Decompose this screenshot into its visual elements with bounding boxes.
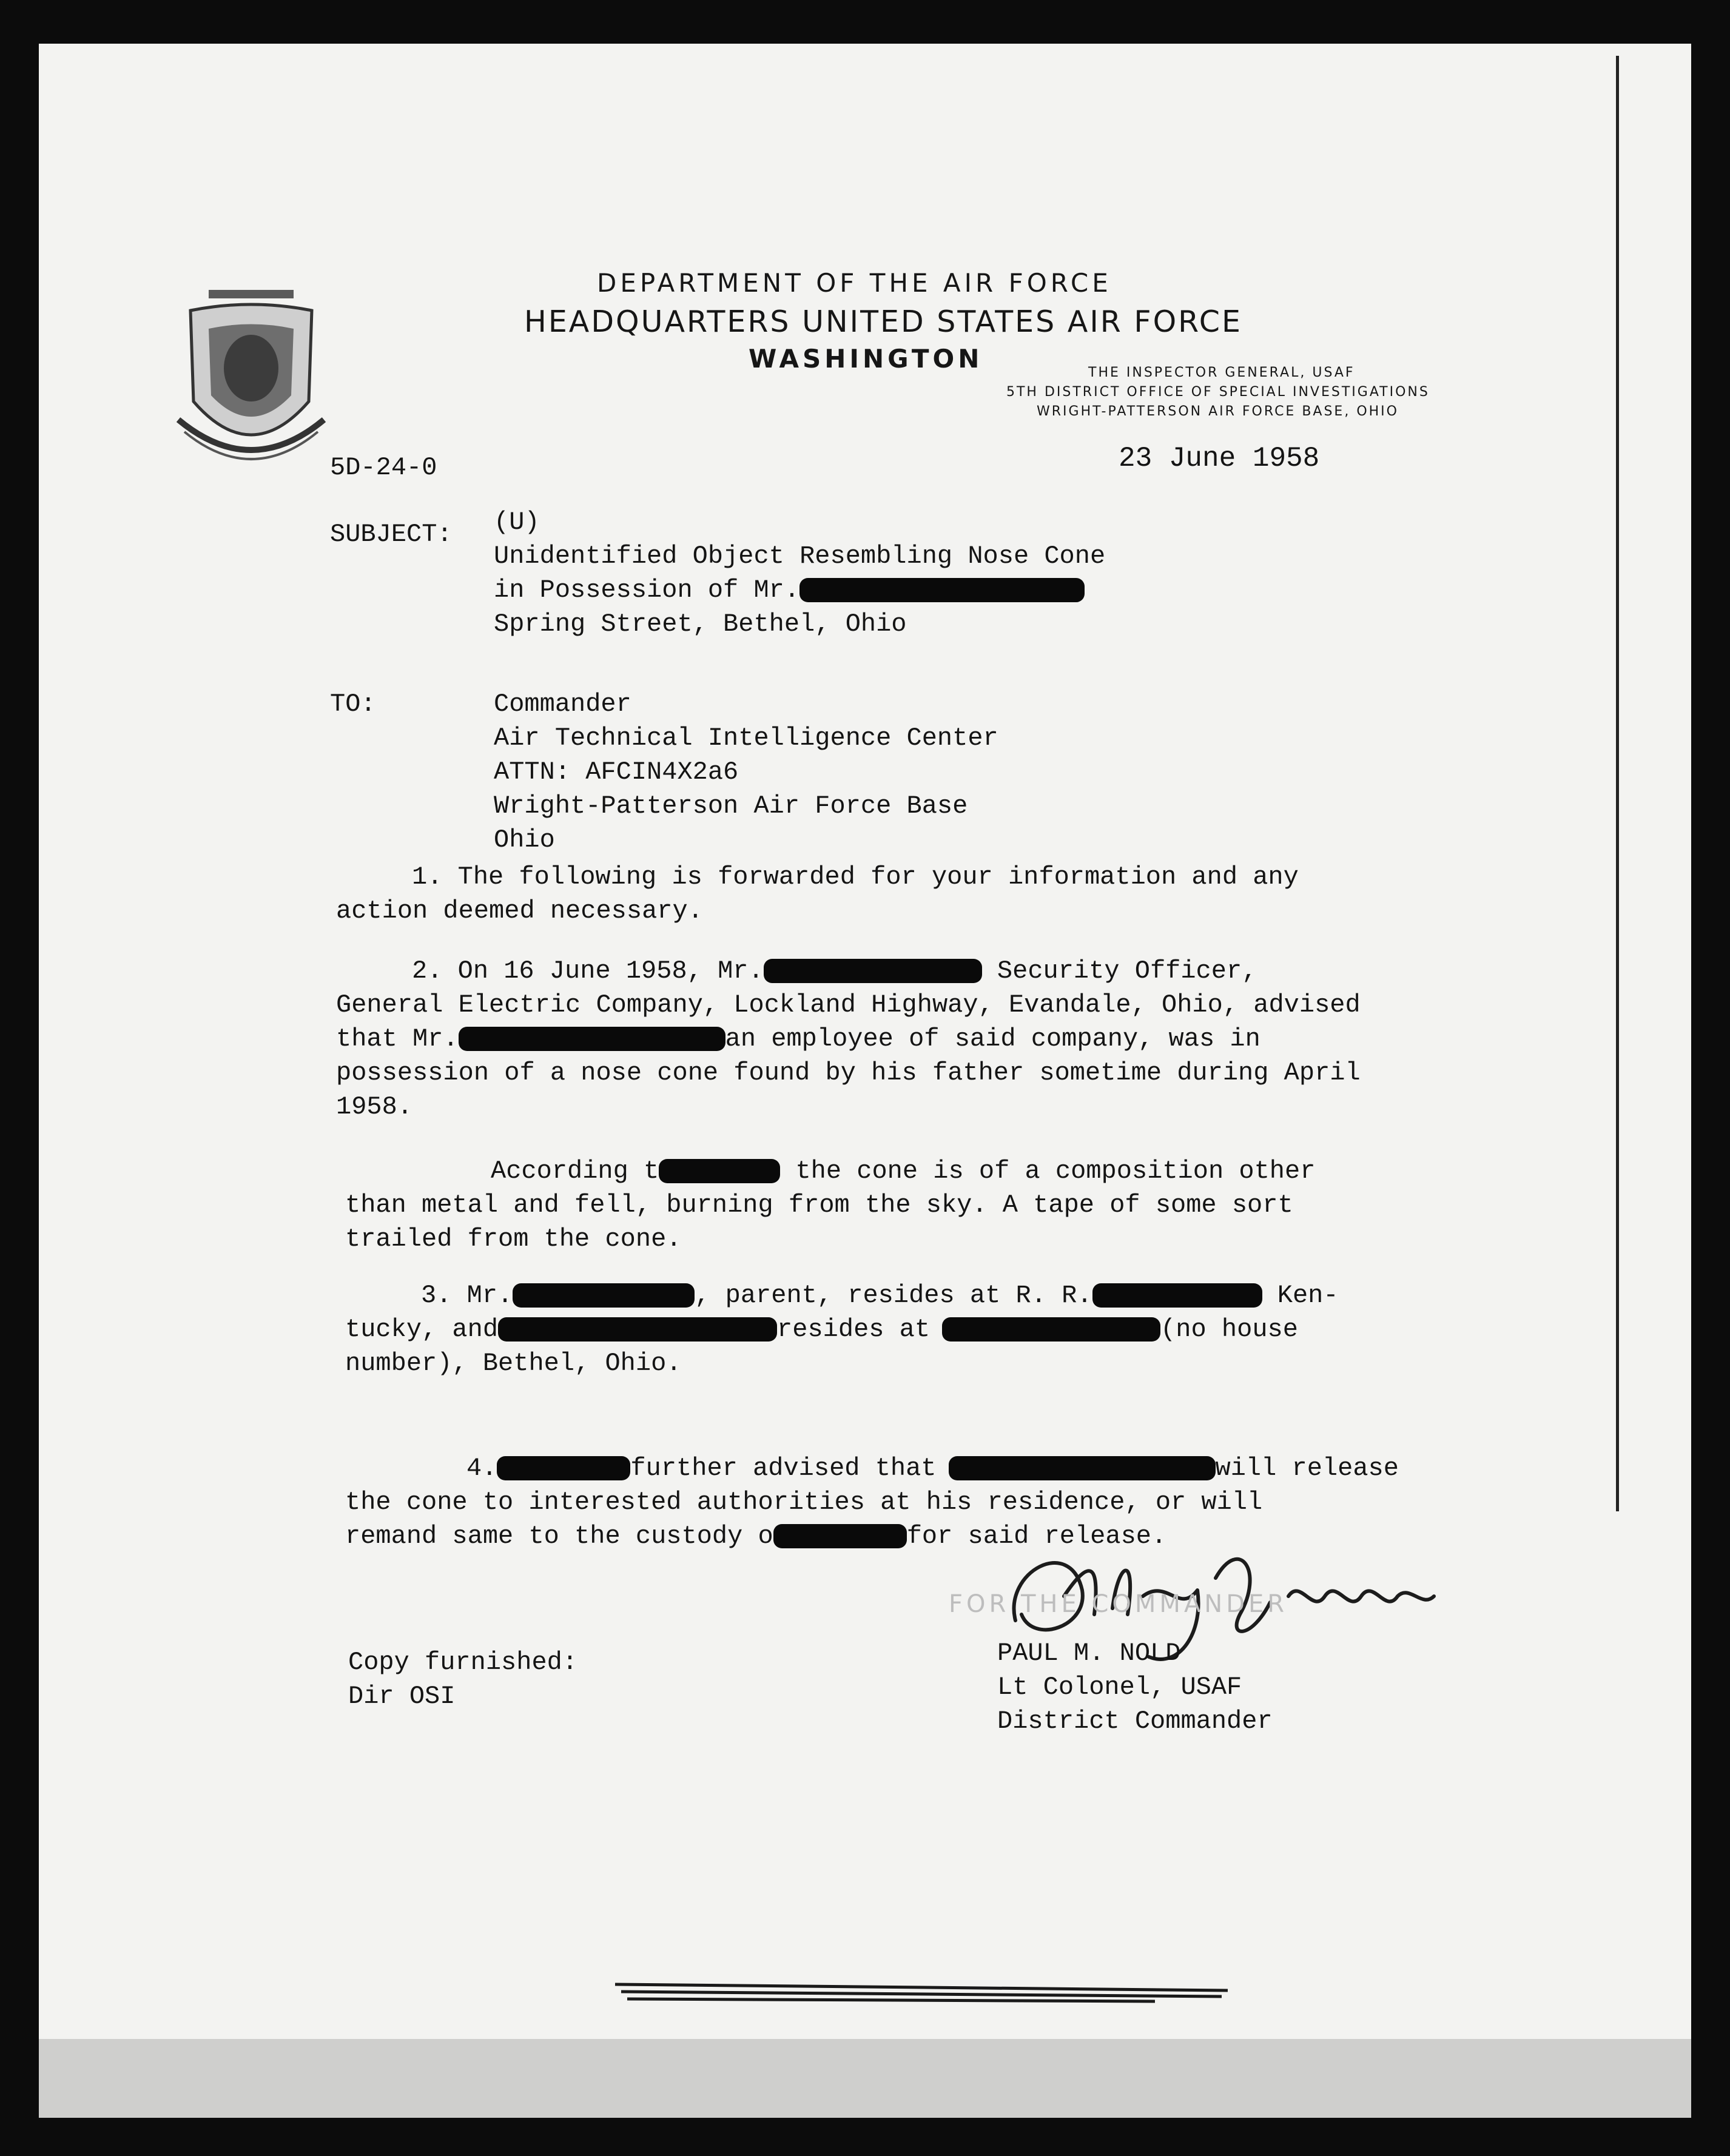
paragraph-3-line-2-end: (no house: [1160, 1315, 1298, 1344]
paragraph-2b-line-2: than metal and fell, burning from the sky. A tape of some sort: [345, 1191, 1293, 1220]
scan-bottom-band: [39, 2039, 1691, 2118]
paragraph-2b-line-3: trailed from the cone.: [345, 1224, 682, 1254]
paragraph-4-line-2: the cone to interested authorities at his residence, or will: [345, 1488, 1263, 1517]
paragraph-2b-line-1: [345, 1154, 1315, 1187]
paragraph-3-line-3: number), Bethel, Ohio.: [345, 1349, 682, 1378]
paragraph-4-line-3-start: remand same to the custody o: [345, 1522, 773, 1551]
redaction-bar: [513, 1283, 695, 1308]
redaction-bar: [773, 1524, 907, 1548]
paragraph-2-line-1-end: Security Officer,: [981, 956, 1257, 986]
subject-label: SUBJECT:: [330, 520, 453, 549]
redaction-bar: [764, 959, 982, 983]
paragraph-3-line-2-start: tucky, and: [345, 1315, 499, 1344]
letterhead-city: WASHINGTON: [749, 344, 983, 374]
document-date: 23 June 1958: [1119, 443, 1320, 474]
to-block: [494, 687, 998, 856]
paragraph-2-continued: [345, 1154, 1315, 1255]
paragraph-4-line-1: [345, 1451, 1399, 1485]
redaction-bar: [942, 1317, 1160, 1342]
paragraph-2: [336, 953, 1361, 1123]
subject-line-3: Spring Street, Bethel, Ohio: [494, 610, 907, 639]
to-line-4: Wright-Patterson Air Force Base: [494, 791, 968, 821]
paragraph-4-line-3-end: for said release.: [906, 1522, 1167, 1551]
letterhead-headquarters: HEADQUARTERS UNITED STATES AIR FORCE: [524, 304, 1242, 339]
paragraph-4-line-1-mid: further advised that: [630, 1454, 937, 1483]
strike-through-lines: [609, 1972, 1234, 2015]
copy-furnished-block: [348, 1645, 577, 1713]
subject-line-1: Unidentified Object Resembling Nose Cone: [494, 542, 1106, 571]
redaction-bar: [659, 1159, 780, 1183]
paragraph-4-line-1-start: 4.: [466, 1454, 497, 1483]
faint-stamp: FOR THE COMMANDER: [949, 1590, 1288, 1618]
signer-title: District Commander: [997, 1707, 1273, 1736]
paragraph-2-line-5: 1958.: [336, 1092, 413, 1121]
signer-rank: Lt Colonel, USAF: [997, 1673, 1242, 1702]
paragraph-3-line-1: [345, 1278, 1339, 1312]
paragraph-2-line-4: possession of a nose cone found by his father sometime during April: [336, 1058, 1361, 1087]
redaction-bar: [497, 1456, 630, 1480]
paragraph-3-line-2-mid: resides at: [777, 1315, 931, 1344]
file-number: 5D-24-0: [330, 453, 437, 482]
redaction-bar: [498, 1317, 777, 1342]
subject-block: [494, 505, 1282, 640]
copy-furnished-recipient: Dir OSI: [348, 1682, 456, 1711]
paragraph-3-line-1-start: 3. Mr.: [421, 1281, 513, 1310]
paragraph-1-line-2: action deemed necessary.: [336, 896, 703, 925]
to-line-3: ATTN: AFCIN4X2a6: [494, 757, 739, 787]
paragraph-2-line-1-start: 2. On 16 June 1958, Mr.: [412, 956, 764, 986]
redaction-bar: [949, 1456, 1216, 1480]
to-line-2: Air Technical Intelligence Center: [494, 724, 998, 753]
page-edge-line: [1616, 56, 1619, 1511]
paragraph-1-line-1: 1. The following is forwarded for your information and any: [412, 862, 1299, 892]
paragraph-2b-line-1-start: According t: [491, 1157, 659, 1186]
paragraph-2-line-3-end: an employee of said company, was in: [725, 1024, 1260, 1053]
redaction-bar: [799, 578, 1085, 602]
letterhead-department: DEPARTMENT OF THE AIR FORCE: [597, 268, 1112, 298]
copy-furnished-label: Copy furnished:: [348, 1648, 578, 1677]
signer-name: PAUL M. NOLD: [997, 1639, 1181, 1668]
air-force-seal-icon: [172, 286, 330, 486]
paragraph-3-line-2: [345, 1312, 1339, 1346]
subject-line-2-prefix: in Possession of Mr.: [494, 576, 800, 605]
paragraph-3-line-1-mid: , parent, resides at R. R.: [695, 1281, 1092, 1310]
to-label: TO:: [330, 690, 376, 719]
paragraph-2-line-1: [336, 953, 1361, 987]
paragraph-1: [336, 859, 1299, 927]
paragraph-2-line-3: [336, 1021, 1361, 1055]
paragraph-2-line-3-start: that Mr.: [336, 1024, 459, 1053]
document-page: [39, 44, 1691, 2118]
redaction-bar: [1092, 1283, 1262, 1308]
subject-line-2: [494, 573, 1282, 606]
letterhead-office-3: WRIGHT-PATTERSON AIR FORCE BASE, OHIO: [1037, 404, 1399, 419]
to-line-1: Commander: [494, 690, 631, 719]
letterhead-office-1: THE INSPECTOR GENERAL, USAF: [1088, 365, 1355, 380]
letterhead-office-2: 5TH DISTRICT OFFICE OF SPECIAL INVESTIGATIONS: [1006, 385, 1430, 400]
paragraph-4-line-1-end: will release: [1215, 1454, 1399, 1483]
signature-block: [997, 1636, 1273, 1738]
redaction-bar: [459, 1027, 725, 1051]
paragraph-3: [345, 1278, 1339, 1380]
paragraph-2b-line-1-end: the cone is of a composition other: [780, 1157, 1316, 1186]
paragraph-3-line-1-end: Ken-: [1262, 1281, 1339, 1310]
paragraph-2-line-2: General Electric Company, Lockland Highway, Evandale, Ohio, advised: [336, 990, 1361, 1019]
to-line-5: Ohio: [494, 825, 555, 855]
subject-classification: (U): [494, 508, 540, 537]
